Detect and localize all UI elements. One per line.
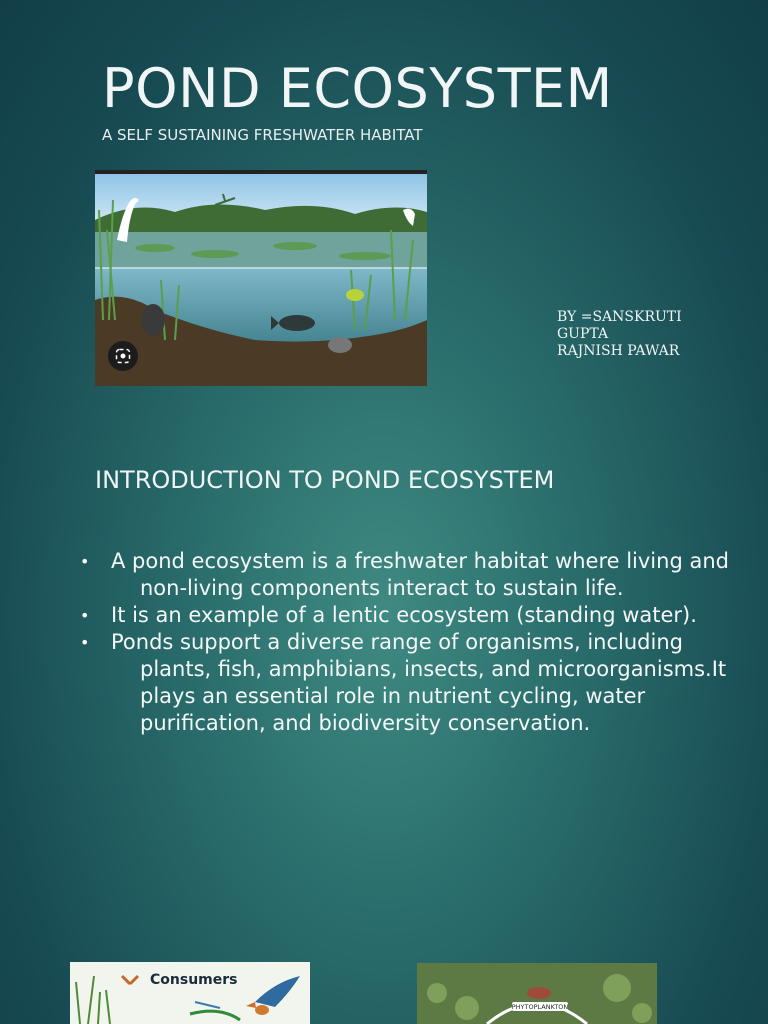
author-credits — [557, 309, 682, 360]
phytoplankton-label: PHYTOPLANKTON — [511, 1003, 569, 1011]
slide-subtitle: A SELF SUSTAINING FRESHWATER HABITAT — [102, 126, 423, 144]
pond-illustration-svg — [95, 170, 427, 386]
lens-glyph — [115, 348, 131, 364]
list-item — [80, 548, 740, 602]
bullet-text: A pond ecosystem is a freshwater habitat where living and non-living components interact to sustain life. — [111, 549, 729, 600]
bullet-text: Ponds support a diverse range of organisms, including plants, fish, amphibians, insects, and microorganisms.It plays an essential role in nutrient cycling, water purification, and biodiversity conservation. — [111, 630, 727, 735]
slide-title: POND ECOSYSTEM — [102, 57, 613, 120]
image-search-icon[interactable] — [108, 341, 138, 371]
author-line: GUPTA — [557, 326, 609, 342]
list-item — [80, 629, 740, 737]
bullet-text: It is an example of a lentic ecosystem (standing water). — [111, 603, 697, 627]
bullet-dot: • — [80, 606, 90, 625]
author-line: BY =SANSKRUTI — [557, 309, 682, 325]
author-line: RAJNISH PAWAR — [557, 343, 680, 359]
pond-illustration-image — [95, 170, 427, 386]
intro-bullet-list — [80, 548, 740, 737]
list-item — [80, 602, 740, 629]
bullet-dot: • — [80, 552, 90, 571]
bullet-dot: • — [80, 633, 90, 652]
phytoplankton-art — [417, 963, 657, 1024]
phytoplankton-diagram-image — [417, 963, 657, 1024]
intro-heading: INTRODUCTION TO POND ECOSYSTEM — [95, 466, 555, 494]
consumers-label: Consumers — [150, 972, 238, 988]
consumers-diagram-image — [70, 962, 310, 1024]
